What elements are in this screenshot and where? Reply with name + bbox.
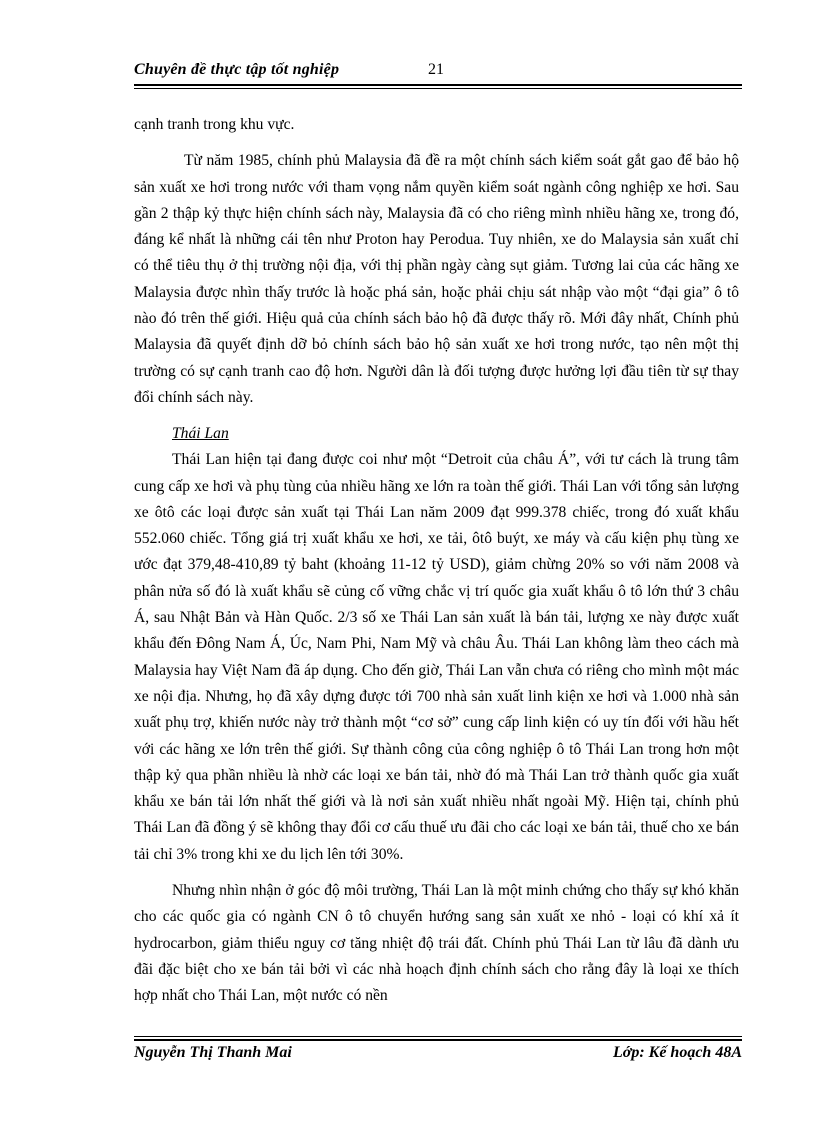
page-header [134,58,742,86]
footer-rule [134,1036,742,1037]
paragraph-continuation: cạnh tranh trong khu vực. [134,116,295,133]
document-body [134,112,739,1020]
page-number: 21 [428,61,444,78]
paragraph-malaysia: Từ năm 1985, chính phủ Malaysia đã đề ra một chính sách kiểm soát gắt gao để bảo hộ sản xuất xe hơi trong nước với tham vọng nắm quyền kiểm soát ngành công nghiệp xe hơi. Sau gần 2 thập kỷ thực hiện chính sách này, Malaysia đã có cho riêng mình nhiều hãng xe, trong đó, đáng kể nhất là những cái tên như Proton hay Perodua. Tuy nhiên, xe do Malaysia sản xuất chỉ có thể tiêu thụ ở thị trường nội địa, với thị phần ngày càng sụt giảm. Tương lai của các hãng xe Malaysia được nhìn thấy trước là hoặc phá sản, hoặc phải chịu sát nhập vào một “đại gia” ô tô nào đó trên thế giới. Hiệu quả của chính sách bảo hộ đã được thấy rõ. Mới đây nhất, Chính phủ Malaysia đã quyết định dỡ bỏ chính sách bảo hộ sản xuất xe hơi trong nước, tạo nên một thị trường có sự cạnh tranh cao độ hơn. Người dân là đối tượng được hưởng lợi đầu tiên từ sự thay đổi chính sách này. [134,152,739,406]
section-subheading: Thái Lan [172,425,229,443]
header-rule [134,84,742,86]
header-title: Chuyên đề thực tập tốt nghiệp [134,61,340,78]
paragraph-environment: Nhưng nhìn nhận ở góc độ môi trường, Thái Lan là một minh chứng cho thấy sự khó khăn cho các quốc gia có ngành CN ô tô chuyển hướng sang sản xuất xe nhỏ - loại có khí xả ít hydrocarbon, giảm thiểu nguy cơ tăng nhiệt độ trái đất. Chính phủ Thái Lan từ lâu đã dành ưu đãi đặc biệt cho xe bán tải bởi vì các nhà hoạch định chính sách cho rằng đây là loại xe thích hợp nhất cho Thái Lan, một nước có nền [134,882,739,1005]
footer-rule-secondary [134,1039,742,1041]
footer-class: Lớp: Kế hoạch 48A [612,1044,742,1061]
header-rule-secondary [134,88,742,89]
footer-author: Nguyễn Thị Thanh Mai [134,1044,292,1061]
page-footer [134,1036,742,1066]
paragraph-thailand: Thái Lan hiện tại đang được coi như một “Detroit của châu Á”, với tư cách là trung tâm cung cấp xe hơi và phụ tùng của nhiều hãng xe lớn ra toàn thế giới. Thái Lan với tổng sản lượng xe ôtô các loại được sản xuất tại Thái Lan năm 2009 đạt 999.378 chiếc, trong đó xuất khẩu 552.060 chiếc. Tổng giá trị xuất khẩu xe hơi, xe tải, ôtô buýt, xe máy và cấu kiện phụ tùng xe ước đạt 379,48-410,89 tỷ baht (khoảng 11-12 tỷ USD), giảm chừng 20% so với năm 2008 và phân nửa số đó là xuất khẩu sẽ củng cố vững chắc vị trí quốc gia xuất khẩu ô tô lớn thứ 3 châu Á, sau Nhật Bản và Hàn Quốc. 2/3 số xe Thái Lan sản xuất là bán tải, lượng xe này được xuất khẩu đến Đông Nam Á, Úc, Nam Phi, Nam Mỹ và châu Âu. Thái Lan không làm theo cách mà Malaysia hay Việt Nam đã áp dụng. Cho đến giờ, Thái Lan vẫn chưa có riêng cho mình một mác xe nội địa. Nhưng, họ đã xây dựng được tới 700 nhà sản xuất linh kiện xe hơi và 1.000 nhà sản xuất phụ trợ, khiến nước này trở thành một “cơ sở” cung cấp linh kiện có uy tín đối với hầu hết với các hãng xe lớn trên thế giới. Sự thành công của công nghiệp ô tô Thái Lan trong hơn một thập kỷ qua phần nhiều là nhờ các loại xe bán tải, nhờ đó mà Thái Lan trở thành quốc gia xuất khẩu xe bán tải lớn nhất thế giới và là nơi sản xuất nhiều nhất ngoài Mỹ. Hiện tại, chính phủ Thái Lan đã đồng ý sẽ không thay đổi cơ cấu thuế ưu đãi cho các loại xe bán tải, thuế cho xe bán tải chỉ 3% trong khi xe du lịch lên tới 30%. [134,451,739,863]
